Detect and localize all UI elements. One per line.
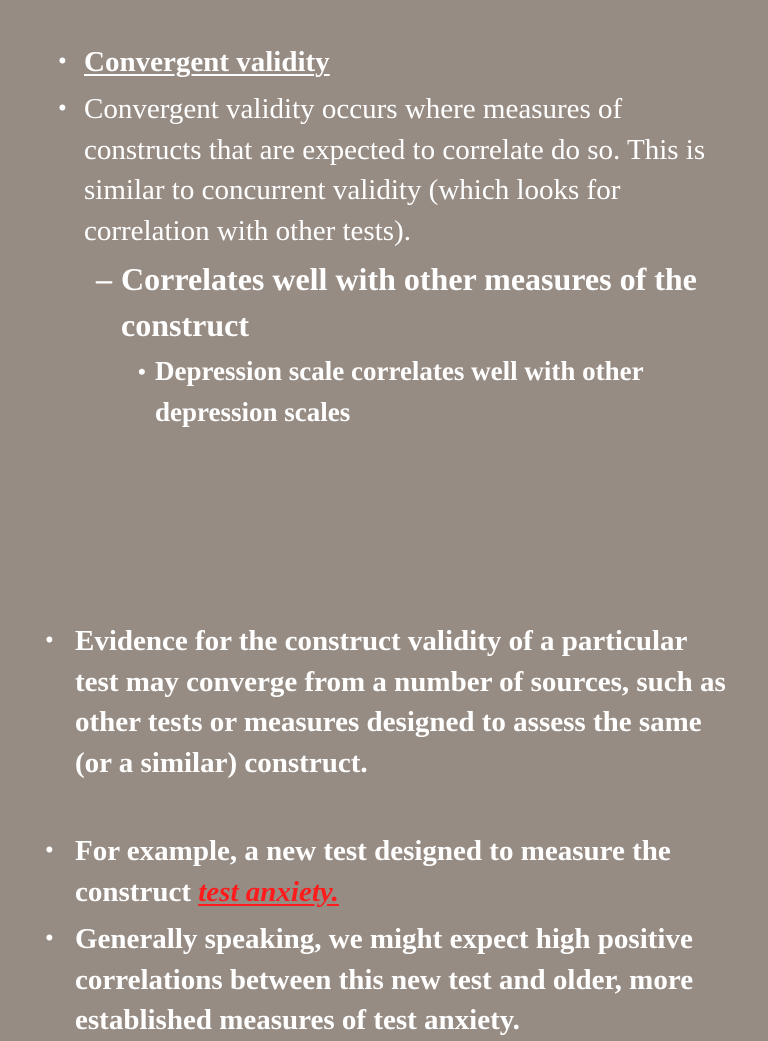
bullet-definition bbox=[58, 89, 734, 251]
bullet-marker: • bbox=[58, 48, 67, 75]
bullet-marker: • bbox=[45, 627, 54, 654]
slide-construct-evidence bbox=[0, 600, 768, 1036]
bullet-marker: • bbox=[45, 925, 54, 952]
correlates-text: Correlates well with other measures of the construct bbox=[121, 261, 697, 343]
definition-text: Convergent validity occurs where measures of constructs that are expected to correlate do so. This is similar to concurrent validity (which looks for correlation with other tests). bbox=[84, 93, 706, 247]
sub-sub-bullet-depression bbox=[138, 351, 708, 433]
bullet-example bbox=[45, 831, 735, 912]
depression-text: Depression scale correlates well with other depression scales bbox=[155, 356, 644, 427]
bullet-generally-speaking bbox=[45, 919, 735, 1041]
test-anxiety-highlight: test anxiety. bbox=[198, 875, 339, 908]
bullet-evidence bbox=[45, 621, 735, 783]
bullet-marker: • bbox=[138, 359, 146, 384]
bullet-marker: • bbox=[45, 837, 54, 864]
dash-marker: – bbox=[96, 261, 112, 297]
bullet-heading bbox=[58, 42, 738, 82]
heading-text: Convergent validity bbox=[84, 46, 330, 78]
sub-bullet-correlates bbox=[96, 256, 736, 348]
example-text-main: For example, a new test designed to measure the construct bbox=[75, 835, 671, 908]
generally-speaking-text: Generally speaking, we might expect high positive correlations between this new test and older, more established measures of test anxiety. bbox=[75, 923, 694, 1036]
evidence-text: Evidence for the construct validity of a particular test may converge from a number of sources, such as other tests or measures designed to assess the same (or a similar) construct. bbox=[75, 625, 726, 779]
example-text bbox=[75, 831, 735, 912]
bullet-marker: • bbox=[58, 95, 67, 122]
